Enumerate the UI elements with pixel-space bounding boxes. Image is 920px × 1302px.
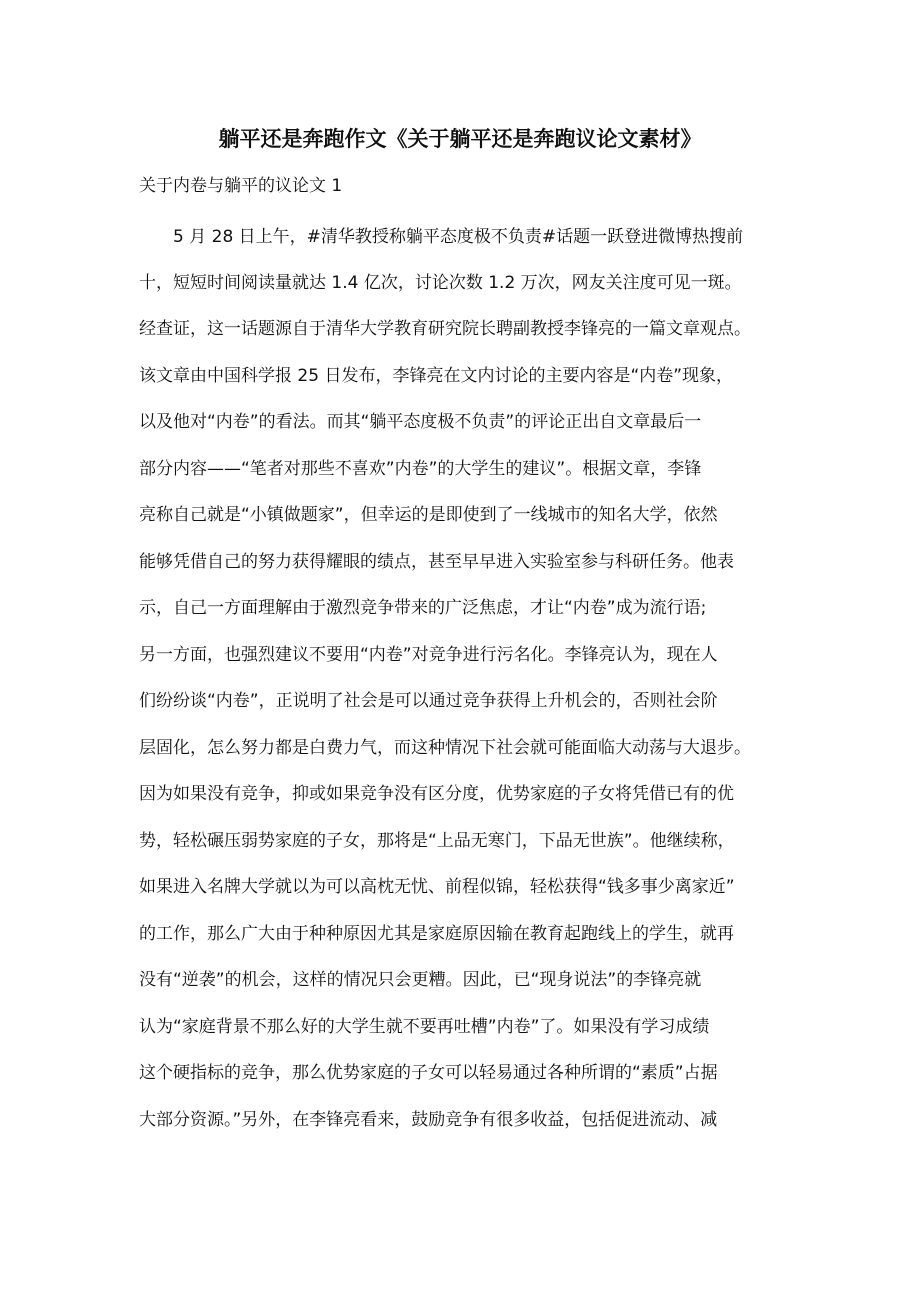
text-line: 层固化，怎么努力都是白费力气，而这种情况下社会就可能面临大动荡与大退步。 xyxy=(139,738,751,758)
text-line: 的工作，那么广大由于种种原因尤其是家庭原因输在教育起跑线上的学生，就再 xyxy=(139,924,734,944)
text-line: 经查证，这一话题源自于清华大学教育研究院长聘副教授李锋亮的一篇文章观点。 xyxy=(139,319,751,339)
text-line: 该文章由中国科学报 25 日发布，李锋亮在文内讨论的主要内容是“内卷”现象， xyxy=(139,366,734,386)
text-line: 认为“家庭背景不那么好的大学生就不要再吐槽”内卷”了。如果没有学习成绩 xyxy=(139,1017,710,1037)
text-line: 十，短短时间阅读量就达 1.4 亿次，讨论次数 1.2 万次，网友关注度可见一斑。 xyxy=(139,273,742,293)
text-line: 亮称自己就是“小镇做题家”，但幸运的是即使到了一线城市的知名大学，依然 xyxy=(139,505,718,525)
section-subtitle: 关于内卷与躺平的议论文 1 xyxy=(139,176,343,196)
text-line: 另一方面，也强烈建议不要用“内卷”对竞争进行污名化。李锋亮认为，现在人 xyxy=(139,645,718,665)
text-line: 这个硬指标的竞争，那么优势家庭的子女可以轻易通过各种所谓的“素质”占据 xyxy=(139,1063,718,1083)
text-line: 没有“逆袭”的机会，这样的情况只会更糟。因此，已“现身说法”的李锋亮就 xyxy=(139,970,702,990)
text-line: 势，轻松碾压弱势家庭的子女，那将是“上品无寒门，下品无世族”。他继续称， xyxy=(139,831,735,851)
text-line: 们纷纷谈“内卷”，正说明了社会是可以通过竞争获得上升机会的，否则社会阶 xyxy=(139,691,718,711)
document-title: 躺平还是奔跑作文《关于躺平还是奔跑议论文素材》 xyxy=(218,127,702,151)
text-line: 以及他对“内卷”的看法。而其“躺平态度极不负责”的评论正出自文章最后一 xyxy=(139,412,702,432)
text-line: 5 月 28 日上午，#清华教授称躺平态度极不负责#话题一跃登进微博热搜前 xyxy=(139,227,744,247)
text-line: 部分内容——“笔者对那些不喜欢”内卷”的大学生的建议”。根据文章，李锋 xyxy=(139,459,702,479)
text-line: 能够凭借自己的努力获得耀眼的绩点，甚至早早进入实验室参与科研任务。他表 xyxy=(139,552,734,572)
text-line: 示，自己一方面理解由于激烈竞争带来的广泛焦虑，才让“内卷”成为流行语; xyxy=(139,598,707,618)
text-line: 因为如果没有竞争，抑或如果竞争没有区分度，优势家庭的子女将凭借已有的优 xyxy=(139,784,734,804)
text-line: 如果进入名牌大学就以为可以高枕无忧、前程似锦，轻松获得“钱多事少离家近” xyxy=(139,877,735,897)
text-line: 大部分资源。”另外，在李锋亮看来，鼓励竞争有很多收益，包括促进流动、减 xyxy=(139,1110,718,1130)
